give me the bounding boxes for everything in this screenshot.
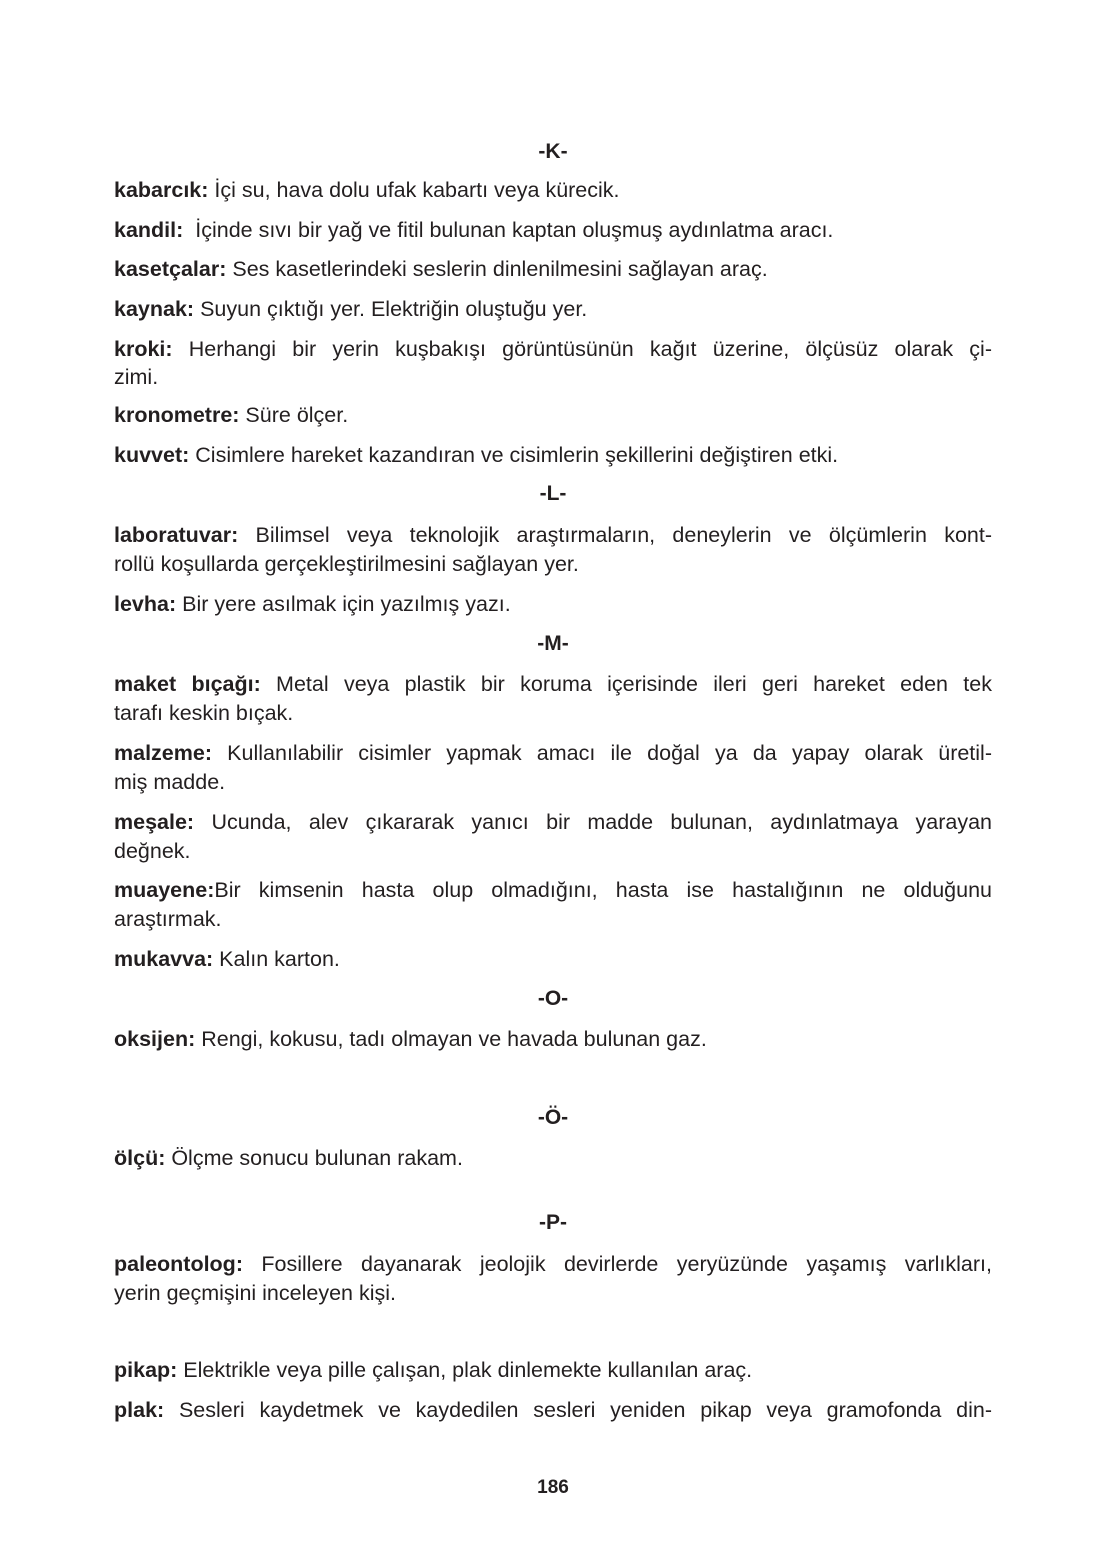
glossary-entry-malzeme <box>114 740 992 766</box>
definition: Rengi, kokusu, tadı olmayan ve havada bulunan gaz. <box>195 1027 707 1051</box>
section-heading-k: -K- <box>538 140 568 163</box>
term: kronometre: <box>114 403 240 427</box>
definition: Bir yere asılmak için yazılmış yazı. <box>176 592 511 616</box>
term: paleontolog: <box>114 1252 243 1276</box>
term: kasetçalar: <box>114 257 227 281</box>
term: kabarcık: <box>114 178 209 202</box>
definition: Cisimlere hareket kazandıran ve cisimlerin şekillerini değiştiren etki. <box>189 443 839 467</box>
glossary-entry-pikap <box>114 1357 992 1383</box>
section-heading-p: -P- <box>539 1211 567 1234</box>
definition: Metal veya plastik bir koruma içerisinde ileri geri hareket eden tek <box>260 672 992 696</box>
glossary-entry-kronometre <box>114 402 992 428</box>
definition: İçinde sıvı bir yağ ve fitil bulunan kaptan oluşmuş aydınlatma aracı. <box>183 218 834 242</box>
term: kandil: <box>114 218 184 242</box>
definition: İçi su, hava dolu ufak kabartı veya kürecik. <box>208 178 620 202</box>
section-heading-l: -L- <box>539 482 567 505</box>
definition: Sesleri kaydetmek ve kaydedilen sesleri yeniden pikap veya gramofonda din- <box>164 1398 992 1422</box>
glossary-entry-kaynak <box>114 296 992 322</box>
definition: Bilimsel veya teknolojik araştırmaların, deneylerin ve ölçümlerin kont- <box>238 523 992 547</box>
term: malzeme: <box>114 741 212 765</box>
glossary-entry-muayene <box>114 877 992 903</box>
definition: Süre ölçer. <box>239 403 349 427</box>
definition: Ses kasetlerindeki seslerin dinlenilmesini sağlayan araç. <box>226 257 768 281</box>
term: mukavva: <box>114 947 214 971</box>
definition: Herhangi bir yerin kuşbakışı görüntüsünün kağıt üzerine, ölçüsüz olarak çi- <box>172 337 992 361</box>
term: kuvvet: <box>114 443 190 467</box>
definition: Kullanılabilir cisimler yapmak amacı ile doğal ya da yapay olarak üretil- <box>212 741 992 765</box>
glossary-entry-kroki <box>114 336 992 362</box>
definition: Fosillere dayanarak jeolojik devirlerde yeryüzünde yaşamış varlıkları, <box>242 1252 992 1276</box>
term: maket bıçağı: <box>114 672 261 696</box>
glossary-entry-muayene-continuation: araştırmak. <box>114 907 222 931</box>
glossary-entry-paleontolog-continuation: yerin geçmişini inceleyen kişi. <box>114 1281 396 1305</box>
glossary-entry-kasetcalar <box>114 256 992 282</box>
term: muayene: <box>114 878 215 902</box>
term: kaynak: <box>114 297 195 321</box>
term: pikap: <box>114 1358 178 1382</box>
definition: Ucunda, alev çıkararak yanıcı bir madde bulunan, aydınlatmaya yarayan <box>194 810 992 834</box>
page-number: 186 <box>537 1477 569 1498</box>
glossary-entry-levha <box>114 591 992 617</box>
glossary-entry-paleontolog <box>114 1251 992 1277</box>
glossary-entry-oksijen <box>114 1026 992 1052</box>
definition: Bir kimsenin hasta olup olmadığını, hasta ise hastalığının ne olduğunu <box>214 878 992 902</box>
section-heading-m: -M- <box>537 632 569 655</box>
glossary-entry-kandil <box>114 217 992 243</box>
term: meşale: <box>114 810 195 834</box>
section-heading-o-umlaut: -Ö- <box>537 1106 569 1129</box>
term: kroki: <box>114 337 173 361</box>
glossary-entry-kuvvet <box>114 442 992 468</box>
glossary-entry-laboratuvar-continuation: rollü koşullarda gerçekleştirilmesini sağlayan yer. <box>114 552 579 576</box>
definition: Elektrikle veya pille çalışan, plak dinlemekte kullanılan araç. <box>177 1358 753 1382</box>
glossary-entry-laboratuvar <box>114 522 992 548</box>
glossary-entry-maket-bicagi-continuation: tarafı keskin bıçak. <box>114 701 294 725</box>
glossary-entry-olcu <box>114 1145 992 1171</box>
glossary-entry-mesale <box>114 809 992 835</box>
glossary-entry-maket-bicagi <box>114 671 992 697</box>
glossary-entry-kroki-continuation: zimi. <box>114 365 159 389</box>
definition: Ölçme sonucu bulunan rakam. <box>165 1146 463 1170</box>
glossary-entry-malzeme-continuation: miş madde. <box>114 770 226 794</box>
term: oksijen: <box>114 1027 196 1051</box>
term: ölçü: <box>114 1146 166 1170</box>
glossary-entry-mesale-continuation: değnek. <box>114 839 191 863</box>
glossary-entry-mukavva <box>114 946 992 972</box>
term: laboratuvar: <box>114 523 239 547</box>
glossary-entry-plak <box>114 1397 992 1423</box>
section-heading-o: -O- <box>537 987 569 1010</box>
term: plak: <box>114 1398 165 1422</box>
glossary-entry-kabarcik <box>114 177 992 203</box>
definition: Suyun çıktığı yer. Elektriğin oluştuğu yer. <box>194 297 588 321</box>
definition: Kalın karton. <box>213 947 340 971</box>
term: levha: <box>114 592 177 616</box>
